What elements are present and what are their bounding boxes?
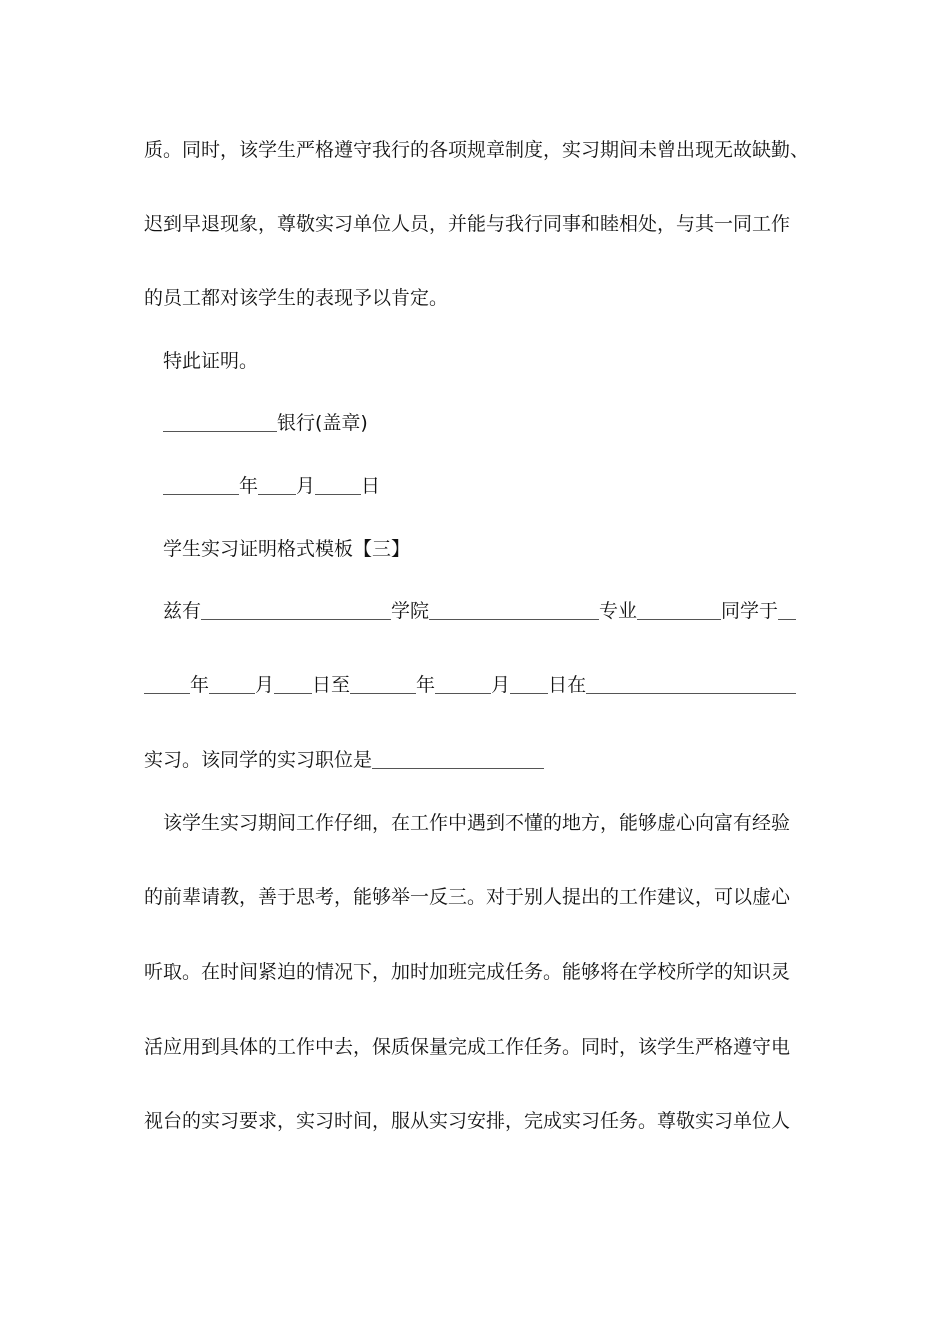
month-label: 月 <box>296 475 316 497</box>
major-label: 专业 <box>599 600 638 622</box>
unit-blank[interactable] <box>586 673 796 694</box>
start-day-blank[interactable] <box>274 673 312 694</box>
day-label: 日 <box>361 475 381 497</box>
hereby-line <box>163 598 796 624</box>
hereby-label: 兹有 <box>163 600 202 622</box>
position-line <box>144 747 544 773</box>
start-month-label: 月 <box>255 674 275 696</box>
body-line-1: 质。同时，该学生严格遵守我行的各项规章制度，实习期间未曾出现无故缺勤、 <box>144 139 810 161</box>
student-name-blank[interactable] <box>637 599 721 620</box>
body-line-2: 迟到早退现象，尊敬实习单位人员，并能与我行同事和睦相处，与其一同工作 <box>144 213 791 235</box>
year-blank[interactable] <box>163 474 239 495</box>
end-month-label: 月 <box>491 674 511 696</box>
body-line-3: 的员工都对该学生的表现予以肯定。 <box>144 287 449 309</box>
day-blank[interactable] <box>315 474 361 495</box>
paragraph-line-3: 听取。在时间紧迫的情况下，加时加班完成任务。能够将在学校所学的知识灵 <box>144 961 791 983</box>
date-line <box>163 473 380 499</box>
student-at-label: 同学于 <box>721 600 779 622</box>
college-blank[interactable] <box>201 599 391 620</box>
end-year-blank[interactable] <box>350 673 416 694</box>
day-at-label: 日在 <box>548 674 587 696</box>
month-blank[interactable] <box>258 474 296 495</box>
position-blank[interactable] <box>372 748 544 769</box>
paragraph-line-4: 活应用到具体的工作中去，保质保量完成工作任务。同时，该学生严格遵守电 <box>144 1036 791 1058</box>
start-year-blank-b[interactable] <box>144 673 190 694</box>
end-month-blank[interactable] <box>435 673 491 694</box>
start-year-label: 年 <box>190 674 210 696</box>
college-label: 学院 <box>391 600 430 622</box>
period-line <box>144 672 796 698</box>
year-label: 年 <box>239 475 259 497</box>
bank-seal-line <box>163 410 368 436</box>
end-day-blank[interactable] <box>510 673 548 694</box>
major-blank[interactable] <box>429 599 599 620</box>
template-heading: 学生实习证明格式模板【三】 <box>163 538 411 560</box>
bank-name-blank[interactable] <box>163 411 277 432</box>
end-year-label: 年 <box>416 674 436 696</box>
paragraph-line-5: 视台的实习要求，实习时间，服从实习安排，完成实习任务。尊敬实习单位人 <box>144 1110 791 1132</box>
paragraph-line-2: 的前辈请教，善于思考，能够举一反三。对于别人提出的工作建议，可以虚心 <box>144 886 791 908</box>
start-month-blank[interactable] <box>209 673 255 694</box>
bank-seal-label: 银行(盖章) <box>277 412 368 434</box>
paragraph-line-1: 该学生实习期间工作仔细，在工作中遇到不懂的地方，能够虚心向富有经验 <box>163 812 791 834</box>
position-label: 实习。该同学的实习职位是 <box>144 749 373 771</box>
day-to-label: 日至 <box>312 674 351 696</box>
certify-text: 特此证明。 <box>163 350 259 372</box>
start-year-blank-a[interactable] <box>778 599 796 620</box>
